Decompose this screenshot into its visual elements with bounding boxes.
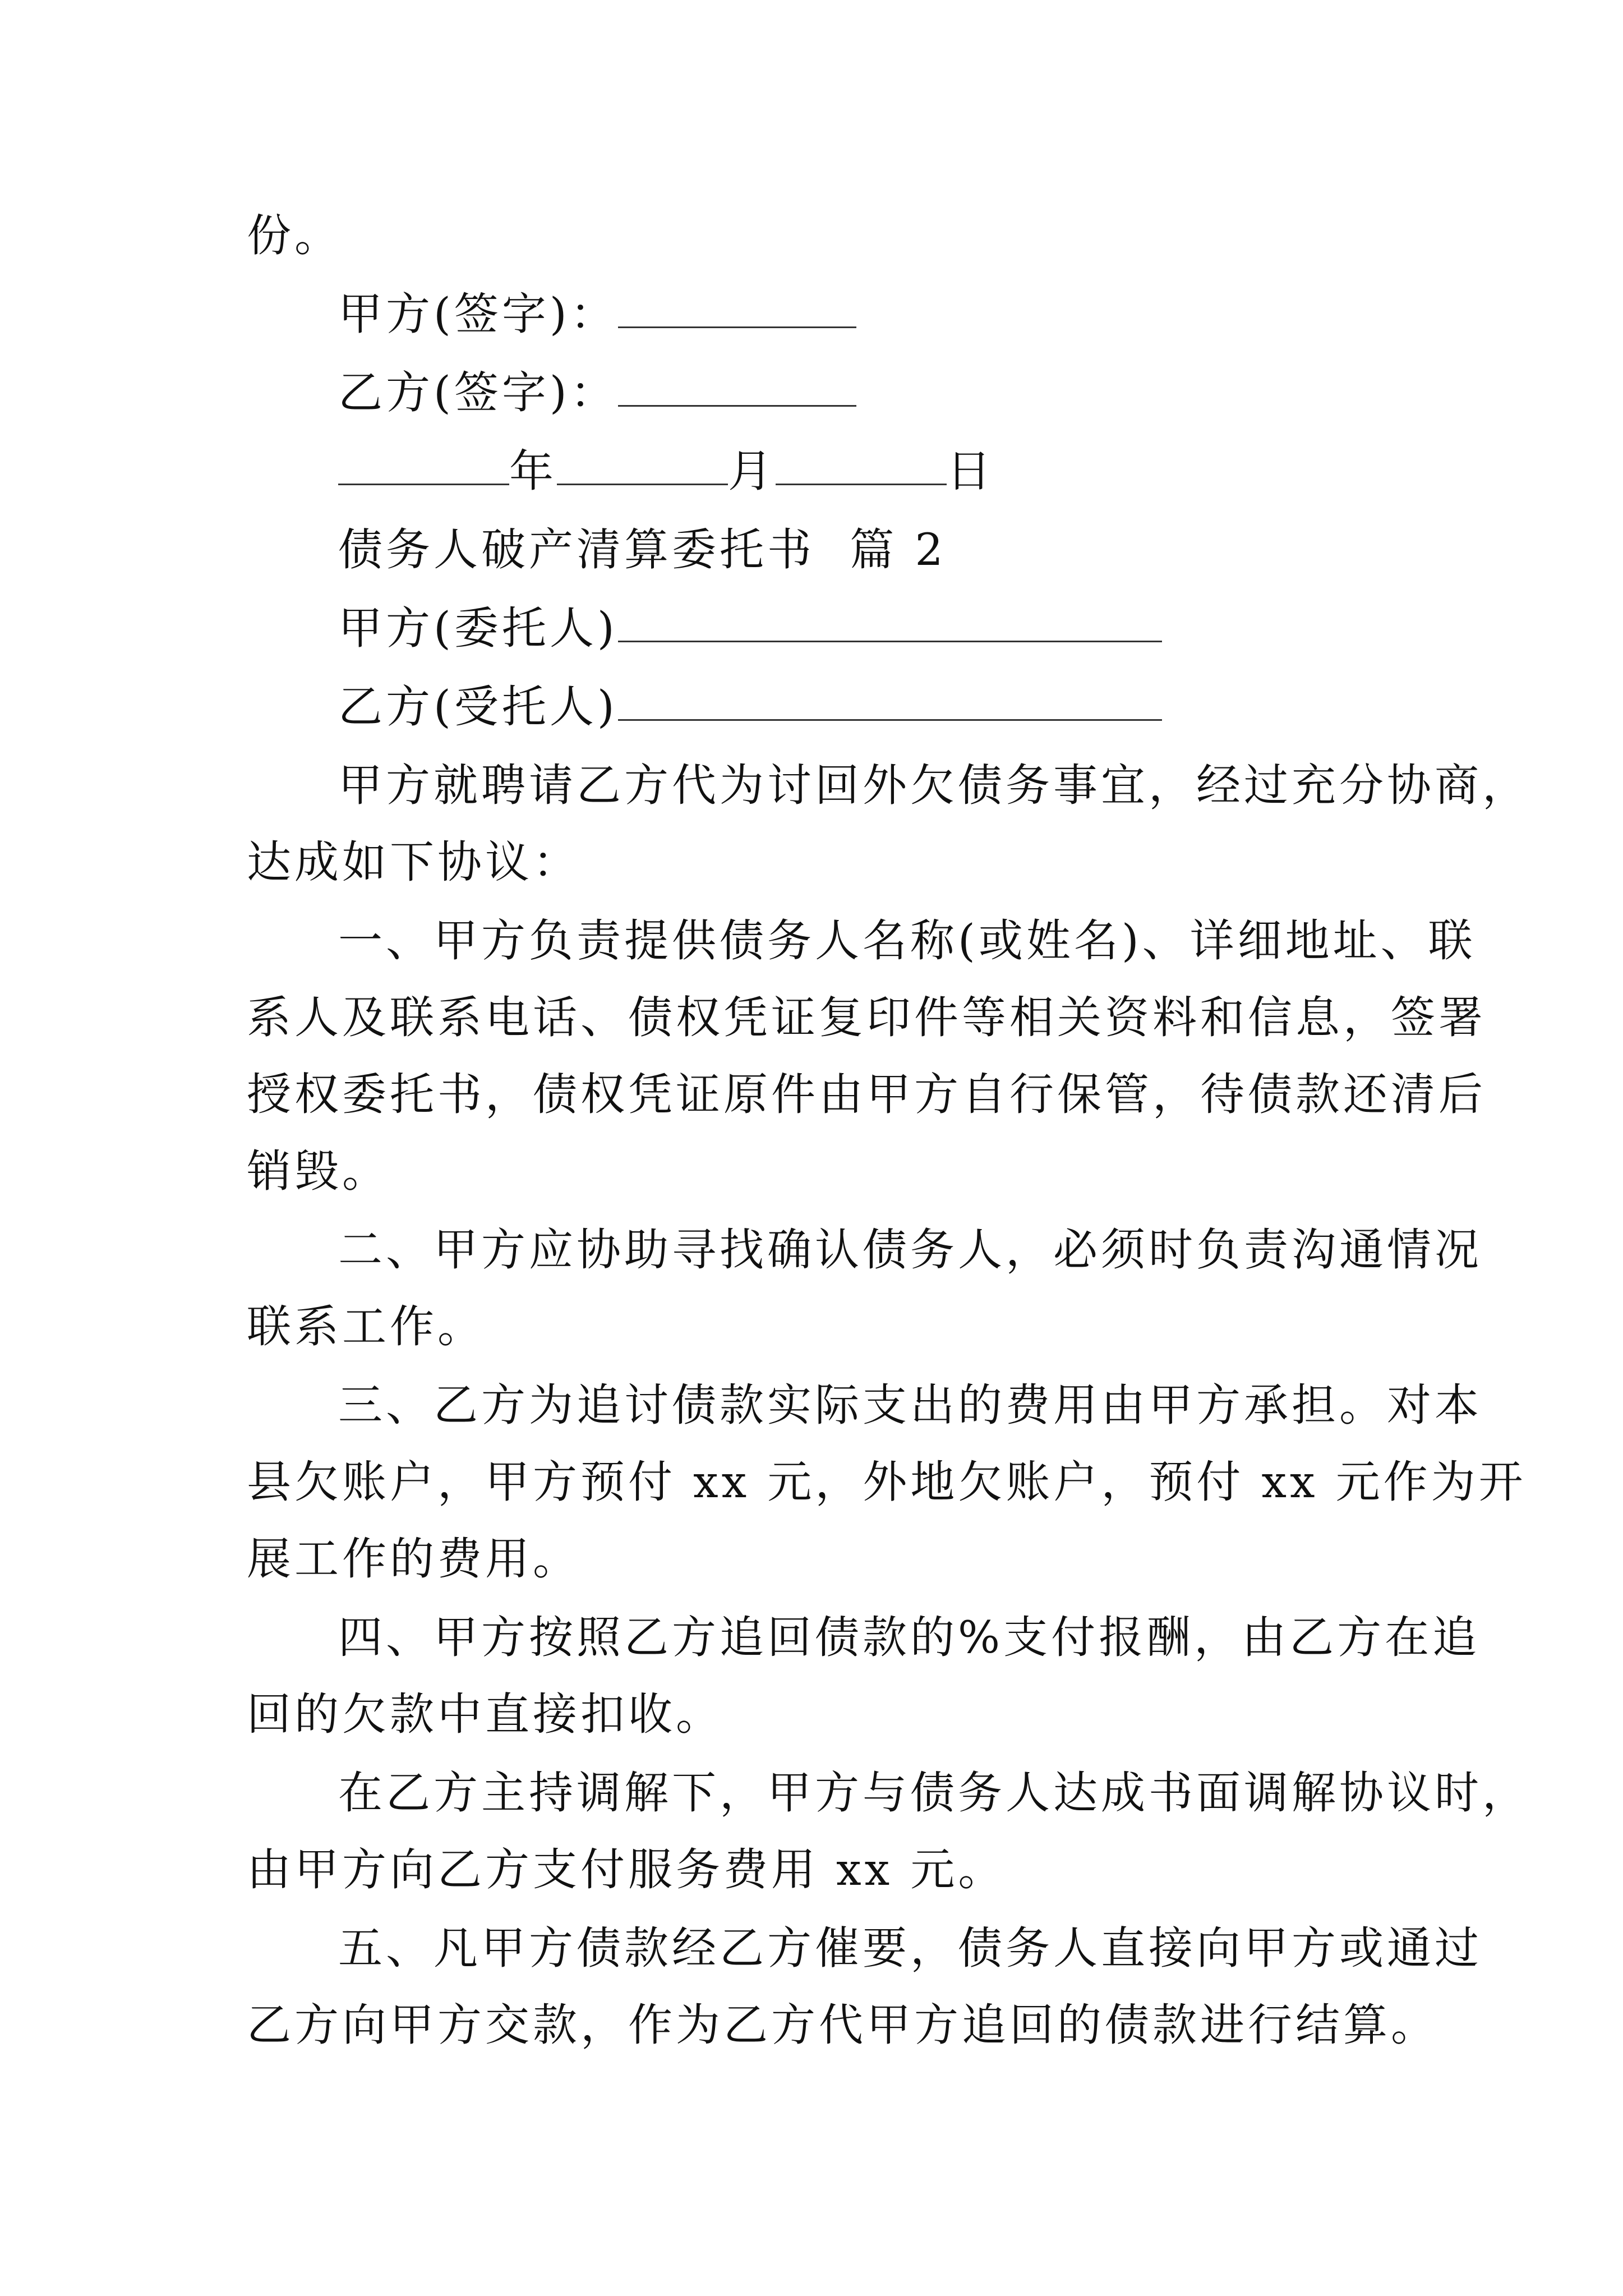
paragraph-line: 县欠账户，甲方预付 xx 元，外地欠账户，预付 xx 元作为开	[247, 1456, 1527, 1508]
year-label: 年	[509, 445, 557, 497]
paragraph-line: 四、甲方按照乙方追回债款的%支付报酬，由乙方在追	[338, 1612, 1481, 1663]
day-label: 日	[947, 445, 994, 497]
paragraph-line: 甲方就聘请乙方代为讨回外欠债务事宜，经过充分协商，	[338, 760, 1530, 811]
signature-blank-party-b	[618, 365, 856, 407]
party-b-line	[338, 679, 1493, 735]
paragraph-line: 二、甲方应协助寻找确认债务人，必须时负责沟通情况	[338, 1224, 1482, 1276]
signature-line-party-b	[338, 365, 1493, 421]
paragraph-line: 展工作的费用。	[247, 1533, 580, 1585]
paragraph-line: 一、甲方负责提供债务人名称(或姓名)、详细地址、联	[338, 915, 1476, 967]
paragraph-line: 销毁。	[247, 1145, 390, 1197]
paragraph-line: 达成如下协议：	[247, 836, 580, 888]
signature-label-party-b: 乙方(签字)：	[338, 367, 618, 418]
month-label: 月	[728, 445, 776, 497]
date-line	[338, 443, 1493, 499]
party-a-label: 甲方(委托人)	[338, 602, 618, 654]
party-b-label: 乙方(受托人)	[338, 681, 618, 733]
section-title: 债务人破产清算委托书 篇 2	[338, 524, 947, 576]
signature-blank-party-a	[618, 286, 856, 328]
paragraph-line: 乙方向甲方交款，作为乙方代甲方追回的债款进行结算。	[247, 1999, 1438, 2051]
day-blank	[776, 443, 947, 485]
party-a-line	[338, 600, 1493, 656]
paragraph-line: 由甲方向乙方支付服务费用 xx 元。	[247, 1844, 1006, 1895]
paragraph-line: 回的欠款中直接扣收。	[247, 1688, 723, 1740]
paragraph-line: 联系工作。	[247, 1301, 485, 1352]
paragraph-line: 系人及联系电话、债权凭证复印件等相关资料和信息，签署	[247, 992, 1486, 1043]
signature-label-party-a: 甲方(签字)：	[338, 288, 618, 340]
paragraph-line: 授权委托书，债权凭证原件由甲方自行保管，待债款还清后	[247, 1069, 1486, 1120]
paragraph-line: 五、凡甲方债款经乙方催要，债务人直接向甲方或通过	[338, 1922, 1482, 1974]
paragraph-line: 三、乙方为追讨债款实际支出的费用由甲方承担。对本	[338, 1379, 1482, 1431]
party-a-blank	[618, 600, 1162, 642]
year-blank	[338, 443, 509, 485]
party-b-blank	[618, 679, 1162, 721]
month-blank	[557, 443, 728, 485]
signature-line-party-a	[338, 286, 1493, 342]
paragraph-line: 在乙方主持调解下，甲方与债务人达成书面调解协议时，	[338, 1767, 1530, 1819]
text-line: 份。	[247, 210, 342, 261]
